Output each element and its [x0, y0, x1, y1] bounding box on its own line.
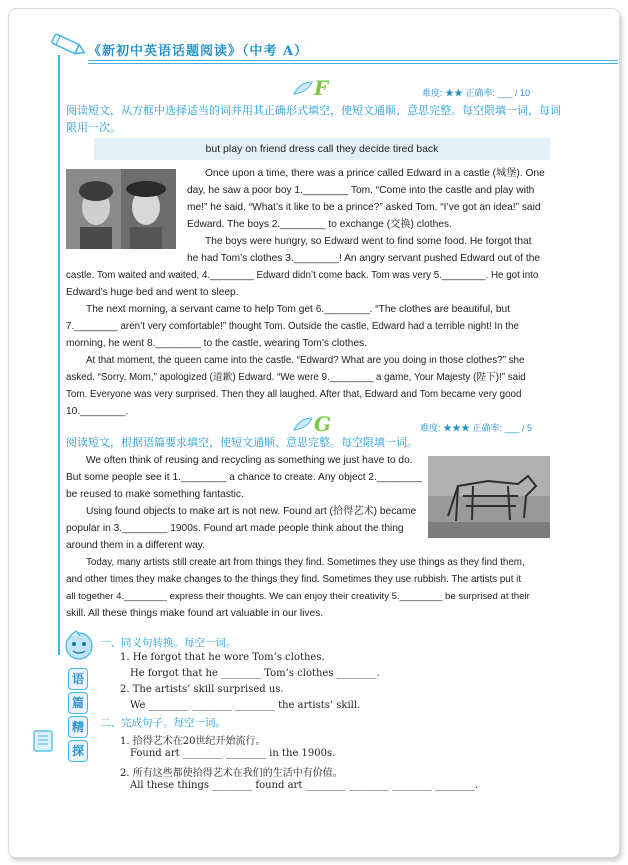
story-line: me!” he said. “What’s it like to be a prince?” asked Tom. “I’ve got an idea!” said [187, 202, 541, 213]
found-art-photo [428, 456, 550, 538]
story-line: day, he saw a poor boy 1.________ Tom. “Come into the castle and play with [187, 185, 535, 196]
exercise-line: We ________ ________ ________ the artists’ skill. [130, 700, 361, 711]
leaf-icon [292, 416, 314, 432]
word-box: but play on friend dress call they decide tired back [94, 138, 550, 160]
side-label-char: 语 [68, 668, 88, 690]
leaf-icon [292, 80, 314, 96]
exercise-line: 1. He forgot that he wore Tom’s clothes. [120, 652, 325, 663]
page-title: 《新初中英语话题阅读》（中考 A） [88, 44, 309, 59]
exercise-line: 2. The artists’ skill surprised us. [120, 684, 284, 695]
article-line: But some people see it 1.________ a chance to create. Any object 2.________ [66, 472, 423, 483]
section-f-instruction: 限用一次。 [66, 122, 121, 134]
article-line: Today, many artists still create art from things they find. Sometimes they use things as they find them, [86, 557, 525, 568]
article-line: around them in a different way. [66, 540, 205, 551]
story-line: Edward. The boys 2.________ to exchange (交换) clothes. [187, 219, 452, 230]
story-line: 7.________ aren’t very comfortable!” thought Tom. Outside the castle, Edward had a terrible night! In the [66, 321, 519, 332]
section-f-instruction: 阅读短文，从方框中选择适当的词并用其正确形式填空，使短文通顺、意思完整。每空限填一词，每词 [66, 105, 561, 117]
story-line: The next morning, a servant came to help Tom get 6.________. “The clothes are beautiful, but [86, 304, 510, 315]
mascot-icon [62, 628, 96, 662]
section-g-difficulty: 难度: ★★★ 正确率: ___ / 5 [420, 423, 533, 433]
exercise-line: Found art ________ ________ in the 1900s. [130, 748, 336, 759]
article-line: We often think of reusing and recycling as something we just have to do. [86, 455, 413, 466]
header-rule [88, 60, 618, 61]
section-g-letter: G [314, 412, 332, 436]
section-f-difficulty: 难度: ★★ 正确率: ___ / 10 [422, 88, 531, 98]
story-line: The boys were hungry, so Edward went to find some food. He forgot that [205, 236, 532, 247]
story-line: castle. Tom waited and waited, 4.________ Edward didn’t come back. Tom was very 5.________. He got into [66, 270, 539, 281]
exercise-heading: 二、完成句子。每空一词。 [100, 717, 226, 729]
article-line: and other times they make changes to the things they find. Sometimes they use rubbish. The artists put it [66, 574, 522, 585]
article-line: skill. All these things make found art valuable in our lives. [66, 608, 324, 619]
exercise-line: 1. 拾得艺术在20世纪开始流行。 [120, 736, 266, 747]
story-line: Edward’s huge bed and went to sleep. [66, 287, 239, 298]
article-line: be reused to make something fantastic. [66, 489, 244, 500]
article-line: popular in 3.________ 1900s. Found art made people think about the thing [66, 523, 404, 534]
story-line: he had Tom’s clothes 3.________! An angry servant pushed Edward out of the [187, 253, 541, 264]
side-label-char: 精 [68, 716, 88, 738]
pencil-icon [48, 30, 88, 60]
story-line: morning, he went 8.________ to the castle, wearing Tom’s clothes. [66, 338, 367, 349]
exercise-line: 2. 所有这些都使拾得艺术在我们的生活中有价值。 [120, 768, 343, 779]
margin-line [58, 55, 60, 655]
section-f-letter: F [314, 76, 329, 100]
side-label-char: 探 [68, 740, 88, 762]
story-line: Once upon a time, there was a prince called Edward in a castle (城堡). One [205, 168, 545, 179]
side-label-char: 篇 [68, 692, 88, 714]
header-rule [88, 63, 618, 64]
story-photo [66, 169, 176, 249]
story-line: At that moment, the queen came into the castle. “Edward? What are you doing in those clothes?” she [86, 355, 525, 366]
story-line: Tom. Everyone was very surprised. Then they all laughed. After that, Edward and Tom became very good [66, 389, 522, 400]
article-line: all together 4.________ express their thoughts. We can enjoy their creativity 5.________ be surprised at their [66, 591, 530, 602]
story-line: 10.________. [66, 406, 129, 417]
article-line: Using found objects to make art is not new. Found art (拾得艺术) became [86, 506, 417, 517]
side-label [68, 668, 88, 762]
exercise-line: He forgot that he ________ Tom’s clothes ________. [130, 668, 380, 679]
exercise-line: All these things ________ found art ________ ________ ________ ________. [130, 780, 479, 791]
section-g-instruction: 阅读短文，根据语篇要求填空，使短文通顺、意思完整。每空限填一词。 [66, 437, 418, 449]
exercise-heading: 一、同义句转换。每空一词。 [100, 637, 237, 649]
story-line: asked. “Sorry, Mom,” apologized (道歉) Edward. “We were 9.________ a game, Your Majesty (陛下)!” said [66, 372, 526, 383]
book-icon [30, 728, 58, 754]
